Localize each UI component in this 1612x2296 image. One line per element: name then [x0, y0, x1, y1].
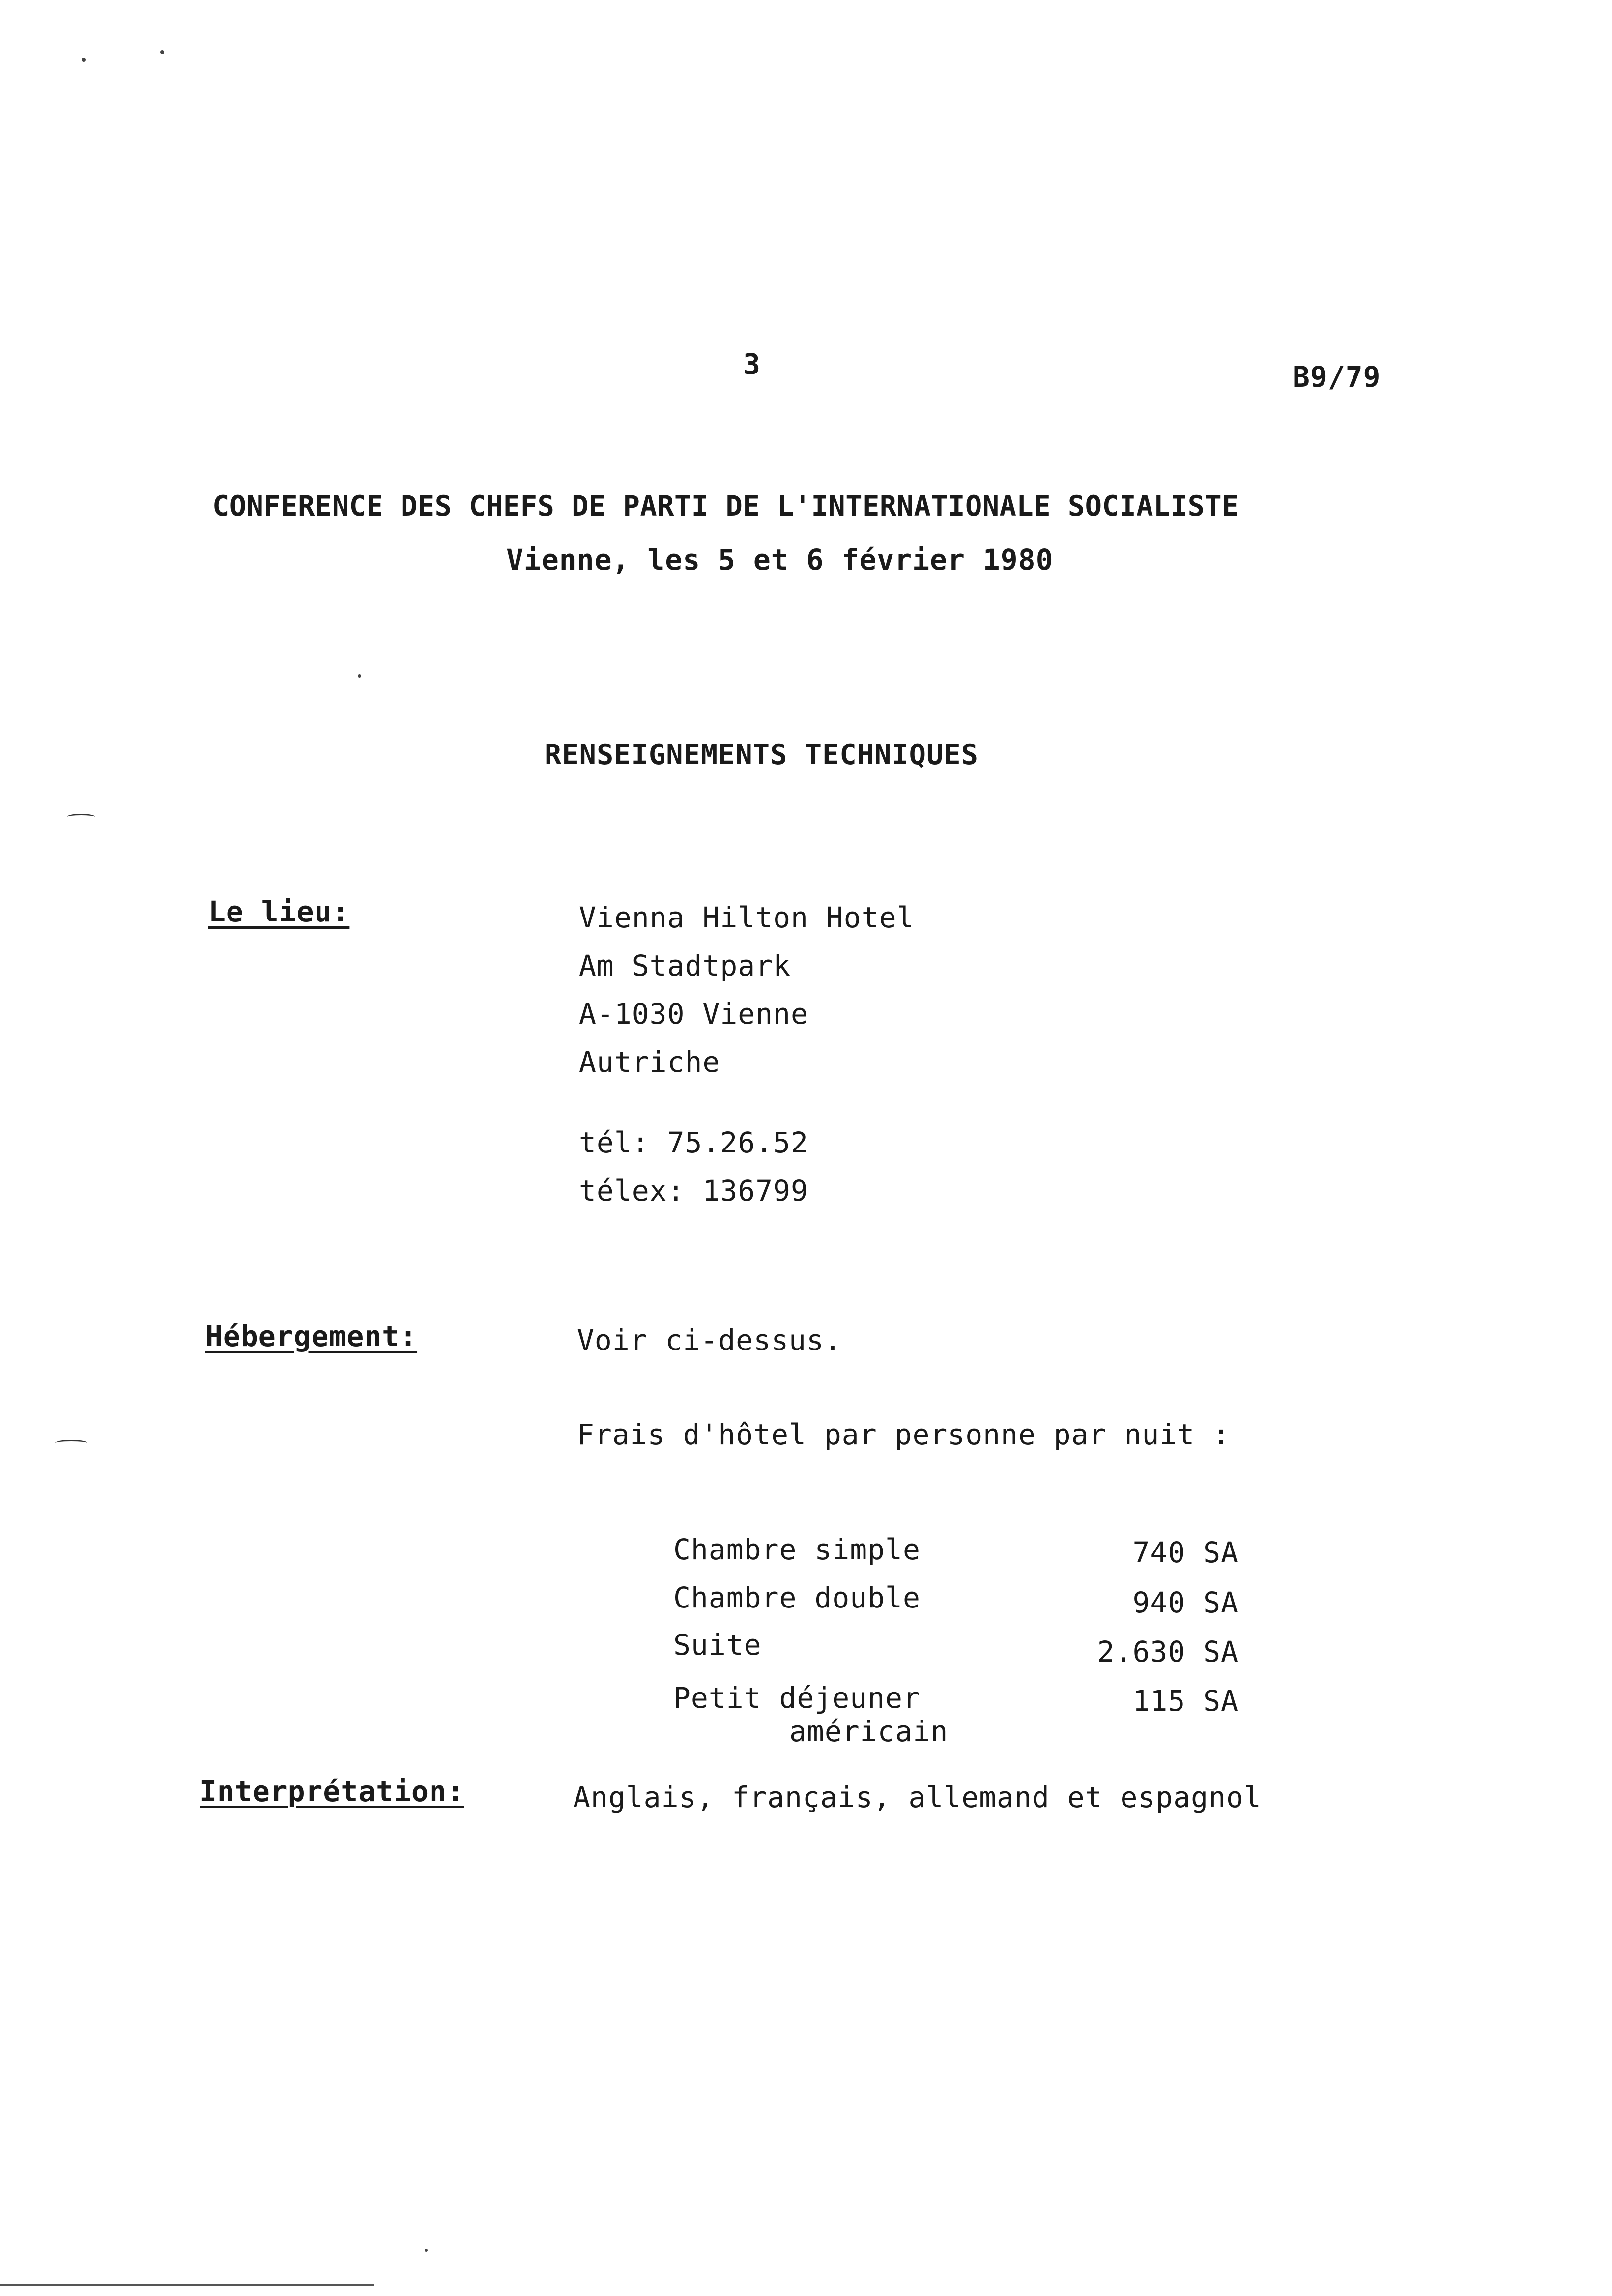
page-number: 3: [743, 347, 761, 381]
venue-address-line: Vienna Hilton Hotel: [579, 901, 915, 934]
venue-address-line: A-1030 Vienne: [579, 997, 808, 1031]
accommodation-note: Voir ci-dessus.: [577, 1323, 842, 1357]
document-reference: B9/79: [1293, 360, 1381, 394]
scan-mark: [55, 1440, 87, 1446]
interpretation-label: Interprétation:: [200, 1775, 464, 1808]
section-heading: RENSEIGNEMENTS TECHNIQUES: [545, 739, 979, 771]
conference-date-place: Vienne, les 5 et 6 février 1980: [506, 543, 1054, 576]
rate-item: Suite: [673, 1628, 762, 1662]
venue-address-line: Am Stadtpark: [579, 949, 791, 982]
rate-price: 940 SA: [1132, 1586, 1238, 1619]
scan-speck: [425, 2249, 428, 2252]
rate-item-continuation: américain: [789, 1715, 949, 1748]
scan-edge-line: [0, 2284, 374, 2286]
rate-item: Chambre double: [673, 1581, 921, 1614]
rate-item: Chambre simple: [673, 1533, 921, 1566]
venue-address-line: Autriche: [579, 1045, 720, 1079]
rates-intro: Frais d'hôtel par personne par nuit :: [577, 1418, 1231, 1451]
scan-mark: [67, 814, 95, 820]
scan-speck: [358, 674, 361, 678]
scan-speck: [160, 50, 164, 54]
rate-price: 740 SA: [1132, 1536, 1238, 1569]
rate-price: 115 SA: [1132, 1684, 1238, 1718]
rate-item: Petit déjeuner: [673, 1681, 921, 1715]
rate-price: 2.630 SA: [1097, 1635, 1238, 1668]
venue-telephone: tél: 75.26.52: [579, 1126, 808, 1159]
venue-telex: télex: 136799: [579, 1174, 808, 1207]
conference-title: CONFERENCE DES CHEFS DE PARTI DE L'INTERNATIONALE SOCIALISTE: [212, 490, 1239, 522]
scan-speck: [82, 58, 86, 62]
venue-label: Le lieu:: [208, 895, 350, 928]
accommodation-label: Hébergement:: [205, 1320, 418, 1353]
interpretation-languages: Anglais, français, allemand et espagnol: [573, 1780, 1262, 1814]
